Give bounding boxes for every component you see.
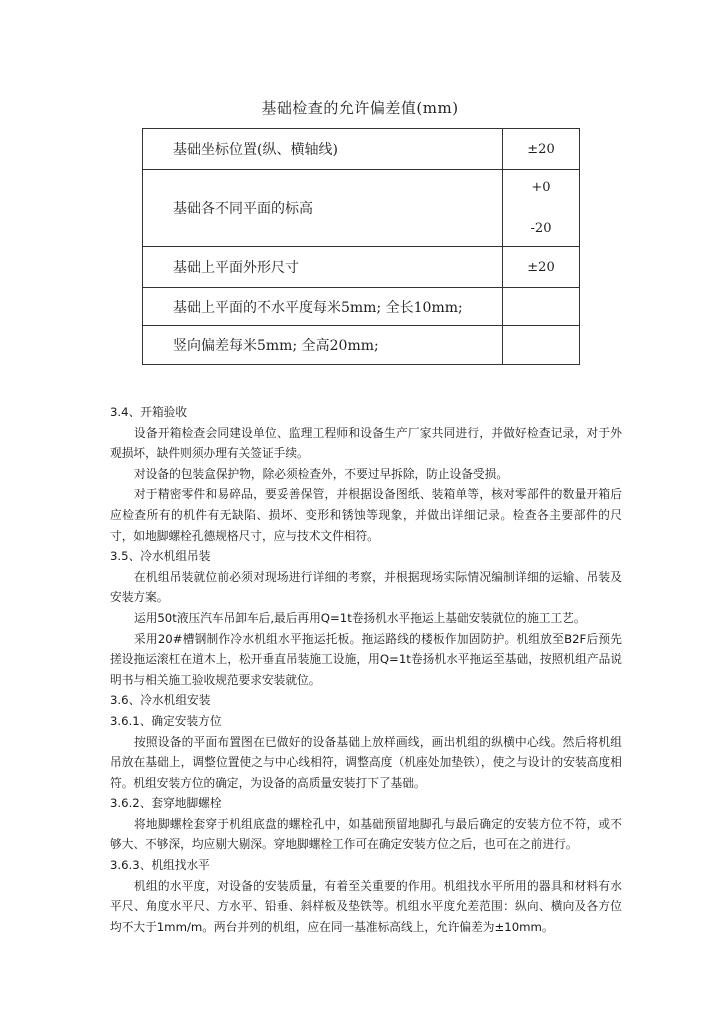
subsection-heading: 3.6.3、机组找水平 <box>110 858 210 873</box>
paragraph: 运用50t液压汽车吊卸车后,最后再用Q=1t卷扬机水平拖运上基础安装就位的施工工艺。 <box>134 610 586 625</box>
table-title: 基础检查的允许偏差值(mm) <box>261 99 459 117</box>
row-item: 基础上平面的不水平度每米5mm; 全长10mm; <box>143 288 503 326</box>
row-item: 竖向偏差每米5mm; 全高20mm; <box>143 326 503 365</box>
section-heading: 3.5、冷水机组吊装 <box>110 549 211 564</box>
paragraph: 设备开箱检查会同建设单位、监理工程师和设备生产厂家共同进行，并做好检查记录，对于外观损坏，缺件则须办理有关签证手续。 <box>110 425 622 461</box>
row-value: ±20 <box>503 129 580 170</box>
subsection-heading: 3.6.2、套穿地脚螺栓 <box>110 796 222 811</box>
section-heading: 3.4、开箱验收 <box>110 405 188 419</box>
table-row <box>143 129 580 170</box>
value-upper: +0 <box>531 180 551 195</box>
table-row <box>143 288 580 326</box>
value-lower: -20 <box>530 221 552 236</box>
paragraph: 在机组吊装就位前必须对现场进行详细的考察，并根据现场实际情况编制详细的运输、吊装及安装方案。 <box>110 569 622 605</box>
paragraph: 采用20#槽钢制作冷水机组水平拖运托板。拖运路线的楼板作加固防护。机组放至B2F后预先搓设拖运滚杠在道木上，松开垂直吊装施工设施，用Q=1t卷扬机水平拖运至基础，按照机组产品说明书与相关施工验收规范要求安装就位。 <box>110 631 622 687</box>
row-value: ±20 <box>503 247 580 288</box>
row-item: 基础上平面外形尺寸 <box>143 247 503 288</box>
row-item: 基础坐标位置(纵、横轴线) <box>143 129 503 170</box>
paragraph: 机组的水平度，对设备的安装质量，有着至关重要的作用。机组找水平所用的器具和材料有水平尺、角度水平尺、方水平、铅垂、斜样板及垫铁等。机组水平度允差范围：纵向、横向及各方位均不大于1mm/m。两台并列的机组，应在同一基准标高线上，允许偏差为±10mm。 <box>110 878 622 934</box>
paragraph: 将地脚螺栓套穿于机组底盘的螺栓孔中，如基础预留地脚孔与最后确定的安装方位不符，或不够大、不够深，均应剔大剔深。穿地脚螺栓工作可在确定安装方位之后，也可在之前进行。 <box>110 816 622 852</box>
paragraph: 对设备的包装盒保护物，除必须检查外，不要过早拆除，防止设备受损。 <box>134 466 509 481</box>
table-row <box>143 326 580 365</box>
subsection-heading: 3.6.1、确定安装方位 <box>110 713 222 728</box>
table-row <box>143 170 580 247</box>
body-text <box>110 402 622 937</box>
row-item: 基础各不同平面的标高 <box>143 170 503 247</box>
row-value <box>503 170 580 247</box>
paragraph: 按照设备的平面布置图在已做好的设备基础上放样画线，画出机组的纵横中心线。然后将机组吊放在基础上，调整位置使之与中心线相符，调整高度（机座处加垫铁），使之与设计的安装高度相符。机组安装方位的确定，为设备的高质量安装打下了基础。 <box>110 734 622 790</box>
section-heading: 3.6、冷水机组安装 <box>110 693 211 708</box>
row-value <box>503 288 580 326</box>
table-row <box>143 247 580 288</box>
row-value <box>503 326 580 365</box>
paragraph: 对于精密零件和易碎品，要妥善保管，并根据设备图纸、装箱单等，核对零部件的数量开箱后应检查所有的机件有无缺陷、损坏、变形和锈蚀等现象，并做出详细记录。检查各主要部件的尺寸，如地脚螺栓孔德规格尺寸，应与技术文件相符。 <box>110 487 622 543</box>
tolerance-table <box>142 128 580 365</box>
